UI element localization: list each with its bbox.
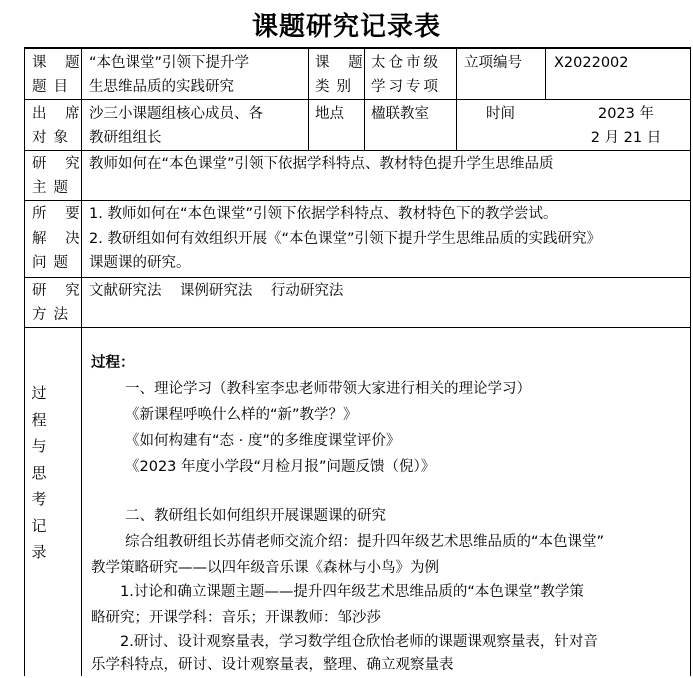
methods-label: 研 究 方法 bbox=[32, 283, 87, 323]
attendees-label: 出 席 对象 bbox=[32, 106, 87, 146]
table-border-right bbox=[690, 47, 691, 676]
list-item: 2. 教研组如何有效组织开展《“本色课堂”引领下提升学生思维品质的实践研究》 bbox=[89, 230, 601, 247]
row-divider bbox=[24, 200, 691, 201]
column-divider bbox=[545, 47, 546, 100]
column-divider bbox=[308, 47, 309, 150]
location-label: 地点 bbox=[315, 106, 344, 122]
process-line: 一、理论学习（教科室李忠老师带领大家进行相关的理论学习） bbox=[125, 381, 531, 397]
row-divider bbox=[24, 327, 691, 328]
process-line: 《新课程呼唤什么样的“新”教学？》 bbox=[125, 407, 358, 423]
problems-list bbox=[89, 202, 601, 276]
process-line: 2.研讨、设计观察量表，学习数学组仓欣怡老师的课题课观察量表，针对音 bbox=[120, 634, 598, 650]
column-divider bbox=[456, 47, 457, 150]
process-line: 教学策略研究——以四年级音乐课《森林与小鸟》为例 bbox=[91, 560, 439, 576]
row-divider bbox=[24, 277, 691, 278]
list-item: 1. 教师如何在“本色课堂”引领下依据学科特点、教材特色下的教学尝试。 bbox=[89, 206, 558, 222]
table-border-top bbox=[24, 47, 691, 49]
process-label: 过 程 与 思 考 记 录 bbox=[31, 384, 47, 561]
attendees-value: 沙三小课题组核心成员、各 教研组组长 bbox=[89, 106, 263, 146]
time-value: 2023 年 2 月 21 日 bbox=[590, 106, 662, 146]
project-number-label: 立项编号 bbox=[464, 55, 522, 71]
row-divider bbox=[24, 99, 691, 100]
list-item: 课题课的研究。 bbox=[89, 255, 191, 271]
theme-value: 教师如何在“本色课堂”引领下依据学科特点、教材特色提升学生思维品质 bbox=[89, 156, 554, 172]
topic-value: “本色课堂”引领下提升学 生思维品质的实践研究 bbox=[89, 55, 250, 95]
topic-label: 课 题 题目 bbox=[32, 55, 87, 95]
category-value: 太仓市级 学习专项 bbox=[371, 55, 441, 95]
time-label: 时间 bbox=[486, 106, 515, 122]
process-line: 《如何构建有“态 · 度”的多维度课堂评价》 bbox=[125, 433, 401, 449]
methods-value: 文献研究法 课例研究法 行动研究法 bbox=[89, 283, 344, 299]
theme-label: 研 究 主题 bbox=[32, 156, 87, 196]
process-line: 二、教研组长如何组织开展课题课的研究 bbox=[125, 508, 386, 524]
process-heading: 过程： bbox=[91, 355, 135, 371]
location-value: 楹联教室 bbox=[371, 106, 429, 122]
row-divider bbox=[24, 150, 691, 151]
page-title: 课题研究记录表 bbox=[251, 12, 441, 42]
process-line: 1.讨论和确立课题主题——提升四年级艺术思维品质的“本色课堂”教学策 bbox=[120, 584, 584, 600]
process-line: 略研究；开课学科：音乐；开课教师：邹沙莎 bbox=[91, 610, 381, 626]
problems-label: 所 要 解 决 问题 bbox=[32, 206, 87, 271]
process-line: 乐学科特点，研讨、设计观察量表，整理、确立观察量表 bbox=[91, 657, 454, 673]
table-border-left bbox=[24, 47, 25, 676]
process-line: 《2023 年度小学段“月检月报”问题反馈（倪）》 bbox=[125, 459, 436, 475]
project-number-value: X2022002 bbox=[554, 55, 629, 71]
process-line: 综合组教研组长苏倩老师交流介绍：提升四年级艺术思维品质的“本色课堂” bbox=[125, 534, 605, 550]
category-label: 课 题 类别 bbox=[315, 55, 370, 95]
